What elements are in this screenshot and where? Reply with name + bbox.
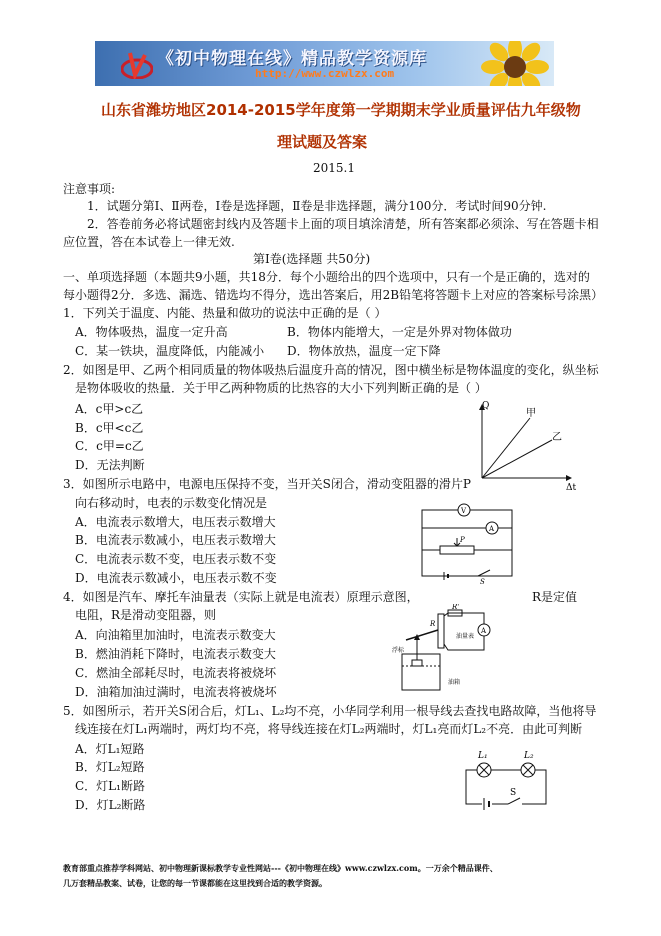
graph-line-yi	[482, 440, 552, 478]
notice-item-2b: 应位置，答在本试卷上一律无效.	[63, 235, 235, 249]
q4-stem-1: 4．如图是汽车、摩托车油量表（实际上就是电流表）原理示意图，	[63, 590, 419, 604]
part1-intro-b: 每小题得2分．多选、漏选、错选均不得分，选出答案后，用2B铅笔将答题卡上对应的答案标号涂黑）	[63, 288, 604, 302]
line-label-jia: 甲	[526, 408, 536, 419]
q3-option-b[interactable]: B．电流表示数减小，电压表示数增大	[75, 533, 276, 547]
q4-stem-1-right: R是定值	[532, 590, 578, 604]
doc-title-line1: 山东省潍坊地区2014-2015学年度第一学期期末学业质量评估九年级物	[101, 101, 581, 119]
q5-stem-1: 5．如图所示，若开关S闭合后，灯L₁、L₂均不亮，小华同学利用一根导线去查找电路故障，当他将导	[63, 704, 597, 718]
tank-label: 油箱	[448, 679, 461, 686]
footer-line-1: 教育部重点推荐学科网站、初中物理新课标教学专业性网站---《初中物理在线》www.czwlzx.com。一万余个精品课件、	[63, 863, 498, 873]
notice-item-1: 1．试题分第Ⅰ、Ⅱ两卷，Ⅰ卷是选择题，Ⅱ卷是非选择题，满分100分．考试时间90分钟.	[87, 199, 547, 213]
q3-option-a[interactable]: A．电流表示数增大，电压表示数增大	[75, 515, 276, 529]
q5-option-b[interactable]: B．灯L₂短路	[75, 760, 145, 774]
part1-intro-a: 一、单项选择题（本题共9小题，共18分．每个小题给出的四个选项中，只有一个是正确的，选对的	[63, 270, 590, 284]
q2-stem-2: 是物体吸收的热量．关于甲乙两种物质的比热容的大小下列判断正确的是（ ）	[75, 381, 487, 395]
q2-option-a[interactable]: A．c甲>c乙	[75, 402, 144, 416]
lever-icon	[406, 630, 438, 640]
q5-option-a[interactable]: A．灯L₁短路	[75, 742, 145, 756]
notice-heading: 注意事项:	[63, 182, 116, 196]
q2-option-c[interactable]: C．c甲=c乙	[75, 439, 144, 453]
q1-option-c[interactable]: C．某一铁块，温度降低，内能减小	[75, 344, 265, 358]
q4-option-c[interactable]: C．燃油全部耗尽时，电流表将被烧坏	[75, 666, 277, 680]
r-fixed-label: R'	[452, 604, 460, 611]
graph-line-jia	[482, 418, 530, 478]
q3-option-d[interactable]: D．电流表示数减小，电压表示数不变	[75, 571, 277, 585]
q3-option-c[interactable]: C．电流表示数不变，电压表示数不变	[75, 552, 277, 566]
float-icon	[412, 660, 422, 666]
q4-fuel-gauge-diagram	[392, 604, 502, 696]
gauge-label: 油量表	[456, 633, 475, 640]
q3-circuit-diagram	[418, 502, 518, 584]
q1-option-d[interactable]: D．物体放热，温度一定下降	[287, 344, 441, 358]
q2-option-b[interactable]: B．c甲<c乙	[75, 421, 144, 435]
doc-title-line2: 理试题及答案	[277, 133, 368, 151]
q4-stem-2: 电阻，R是滑动变阻器，则	[75, 608, 217, 622]
q5-option-c[interactable]: C．灯L₁断路	[75, 779, 145, 793]
q4-option-d[interactable]: D．油箱加油过满时，电流表将被烧坏	[75, 685, 277, 699]
q2-heat-graph	[470, 398, 585, 490]
q2-option-d[interactable]: D．无法判断	[75, 458, 145, 472]
line-label-yi: 乙	[552, 432, 562, 443]
q3-stem-1: 3．如图所示电路中，电源电压保持不变，当开关S闭合，滑动变阻器的滑片P	[63, 477, 471, 491]
rheostat-icon	[440, 546, 474, 554]
ammeter-label: A	[489, 525, 495, 533]
variable-resistor-icon	[438, 614, 444, 648]
switch-label: S	[510, 788, 517, 798]
site-logo-icon	[121, 49, 153, 79]
switch-icon	[478, 570, 490, 576]
doc-date: 2015.1	[313, 161, 355, 175]
banner-url[interactable]: http://www.czwlzx.com	[255, 67, 395, 80]
voltmeter-label: V	[461, 507, 467, 515]
notice-item-2a: 2．答卷前务必将试题密封线内及答题卡上面的项目填涂清楚，所有答案都必须涂、写在答题卡相	[87, 217, 599, 231]
float-label: 浮标	[392, 647, 405, 654]
x-axis-label: Δt	[566, 483, 577, 490]
switch-label: S	[480, 578, 485, 584]
x-axis-arrow-icon	[566, 475, 572, 481]
lamp-l2-label: L₂	[524, 751, 534, 761]
q4-option-b[interactable]: B．燃油消耗下降时，电流表示数变大	[75, 647, 276, 661]
section-title: 第Ⅰ卷(选择题 共50分)	[253, 252, 371, 266]
slider-label: P	[460, 536, 465, 544]
fuel-tank-icon	[402, 654, 440, 690]
site-banner	[95, 41, 554, 86]
footer-line-2: 几万套精品教案、试卷，让您的每一节课都能在这里找到合适的教学资源。	[63, 878, 327, 888]
r-var-label: R	[430, 620, 436, 628]
banner-title: 《初中物理在线》精品教学资源库	[157, 49, 427, 69]
q5-stem-2: 线连接在灯L₁两端时，两灯均不亮，将导线连接在灯L₂两端时，灯L₁亮而灯L₂不亮．由此可判断	[75, 722, 583, 736]
q3-stem-2: 向右移动时，电表的示数变化情况是	[75, 496, 268, 510]
lamp-l1-label: L₁	[478, 751, 488, 761]
sunflower-icon	[480, 41, 550, 86]
q5-option-d[interactable]: D．灯L₂断路	[75, 798, 146, 812]
q1-stem: 1．下列关于温度、内能、热量和做功的说法中正确的是（ ）	[63, 306, 387, 320]
q1-option-b[interactable]: B．物体内能增大，一定是外界对物体做功	[287, 325, 512, 339]
y-axis-label: Q	[482, 401, 490, 411]
q4-option-a[interactable]: A．向油箱里加油时，电流表示数变大	[75, 628, 276, 642]
q2-stem-1: 2．如图是甲、乙两个相同质量的物体吸热后温度升高的情况，图中横坐标是物体温度的变化，纵坐标	[63, 363, 599, 377]
q5-circuit-diagram	[462, 748, 552, 810]
gauge-ammeter-label: A	[481, 627, 487, 635]
q1-option-a[interactable]: A．物体吸热，温度一定升高	[75, 325, 228, 339]
